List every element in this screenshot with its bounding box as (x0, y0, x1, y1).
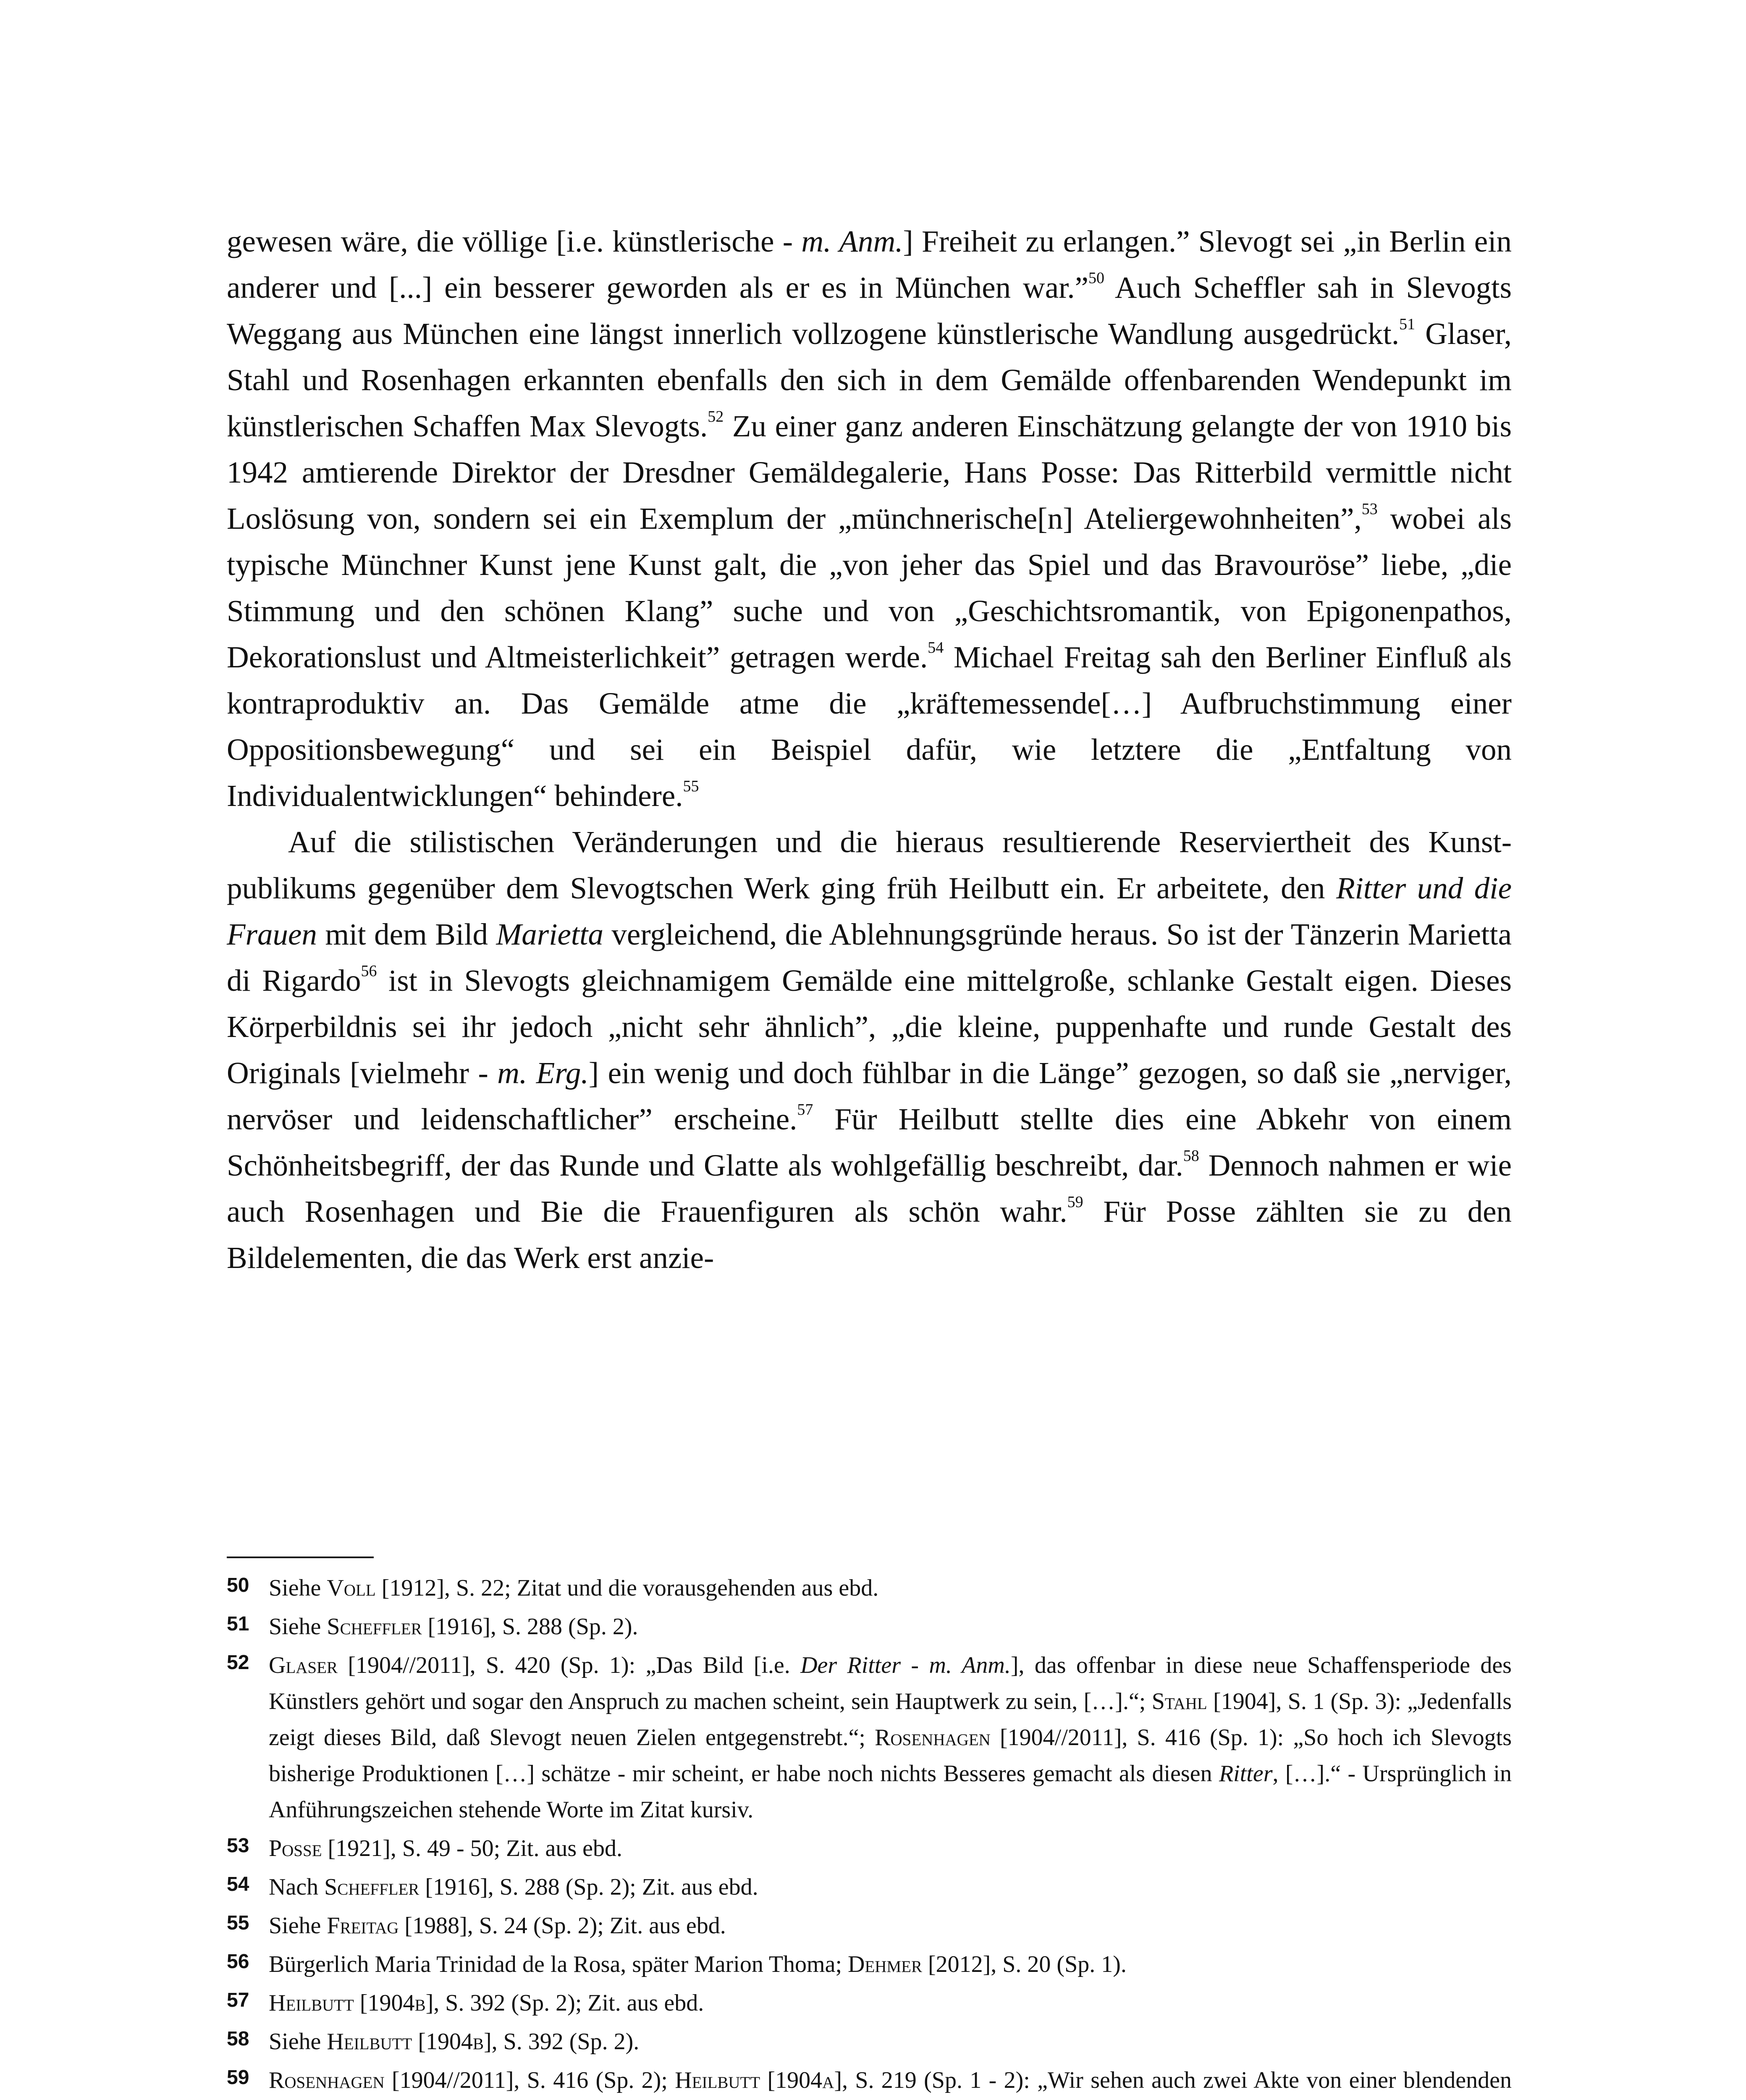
footnote-ref-51[interactable]: 51 (1399, 315, 1416, 333)
author-name: Scheffler (327, 1614, 422, 1640)
author-name: Rosenhagen (875, 1725, 991, 1751)
footnote-ref-55[interactable]: 55 (683, 777, 699, 795)
footnote-text: Heilbutt [1904b], S. 392 (Sp. 2); Zit. aus ebd. (269, 1990, 704, 2016)
footnote-ref-50[interactable]: 50 (1088, 269, 1105, 287)
text-run: wobei als typische Münchner Kunst jene Kunst galt, die „von jeher das Spiel und das Bravouröse” liebe, „die Stimmung und den schönen Klang” suche und von „Geschichtsromantik, von Epigonenpathos, Dekorationslust und Altmeisterlichkeit” getragen werde. (227, 501, 1512, 674)
footnote-number: 52 (227, 1651, 249, 1674)
footnote-number: 55 (227, 1912, 249, 1934)
footnote-number: 58 (227, 2028, 249, 2050)
footnote-number: 59 (227, 2066, 249, 2089)
footnote-ref-57[interactable]: 57 (797, 1100, 813, 1118)
author-name: Heilbutt (327, 2029, 412, 2055)
italic-run: Marietta (496, 917, 603, 951)
footnote-58 (227, 2024, 1512, 2060)
footnote-ref-56[interactable]: 56 (361, 962, 377, 980)
author-name: Voll (327, 1575, 376, 1601)
footnote-51 (227, 1609, 1512, 1645)
italic-run: Der Ritter - m. Anm. (800, 1652, 1011, 1678)
author-name: Freitag (327, 1913, 399, 1939)
text-run: Dennoch nahmen er wie auch Rosenhagen und Bie die Frauenfiguren als schön wahr. (227, 1148, 1512, 1228)
footnote-number: 51 (227, 1613, 249, 1635)
text-run: Zu einer ganz anderen Einschätzung gelangte der von 1910 bis 1942 amtierende Direktor der Dresdner Gemäldegalerie, Hans Posse: Das Ritterbild vermittle nicht Loslösung von, sondern sei ein Exemplum der „münchnerische[n] Ateliergewohnheiten”, (227, 409, 1512, 536)
footnote-50 (227, 1570, 1512, 1606)
paragraph-1 (227, 218, 1512, 819)
text-run: gewesen wäre, die völlige [i.e. künstlerische - (227, 224, 802, 258)
italic-run: m. Anm. (801, 224, 903, 258)
footnote-number: 50 (227, 1574, 249, 1596)
footnote-55 (227, 1908, 1512, 1944)
footnote-text: Nach Scheffler [1916], S. 288 (Sp. 2); Zit. aus ebd. (269, 1874, 758, 1900)
text-run: Für Heilbutt stellte dies eine Abkehr von einem Schönheitsbegriff, der das Runde und Glatte als wohlgefällig beschreibt, dar. (227, 1102, 1512, 1182)
text-run: Glaser, Stahl und Rosenhagen erkannten ebenfalls den sich in dem Gemälde offenbarenden Wendepunkt im künstlerischen Schaffen Max Slevogts. (227, 317, 1512, 443)
text-run: ] ein wenig und doch fühlbar in die Länge” gezogen, so daß sie „nerviger, nervöser und leidenschaftlicher” erscheine. (227, 1056, 1512, 1136)
footnote-number: 56 (227, 1950, 249, 1973)
text-run: Für Posse zählten sie zu den Bildelementen, die das Werk erst anzie- (227, 1194, 1512, 1275)
footnote-59 (227, 2062, 1512, 2100)
footnote-text: Siehe Freitag [1988], S. 24 (Sp. 2); Zit. aus ebd. (269, 1913, 726, 1939)
footnote-ref-58[interactable]: 58 (1183, 1147, 1199, 1165)
main-text (227, 218, 1512, 1281)
footnote-text: Bürgerlich Maria Trinidad de la Rosa, später Marion Thoma; Dehmer [2012], S. 20 (Sp. 1). (269, 1951, 1127, 1977)
footnotes (227, 1570, 1512, 2100)
page-body (227, 218, 1512, 1281)
paragraph-2 (227, 819, 1512, 1281)
footnote-52 (227, 1647, 1512, 1828)
footnote-53 (227, 1830, 1512, 1866)
footnote-number: 54 (227, 1873, 249, 1895)
footnote-text: Glaser [1904//2011], S. 420 (Sp. 1): „Das Bild [i.e. Der Ritter - m. Anm.], das offenbar in diese neue Schaffensperiode des Künstlers gehört und sogar den Anspruch zu machen scheint, sein Hauptwerk zu sein, […].“; Stahl [1904], S. 1 (Sp. 3): „Jedenfalls zeigt dieses Bild, daß Slevogt neuen Zielen entgegenstrebt.“; Rosenhagen [1904//2011], S. 416 (Sp. 1): „So hoch ich Slevogts bisherige Produktionen […] schätze - mir scheint, er habe noch nichts Besseres gemacht als diesen Ritter, […].“ - Ursprünglich in Anführungszeichen stehende Worte im Zitat kursiv. (269, 1652, 1512, 1823)
author-name: Heilbutt (675, 2067, 760, 2093)
text-run: Auf die stilistischen Veränderungen und die hieraus resultierende Reserviertheit des Kunstpublikums gegenüber dem Slevogtschen Werk ging früh Heilbutt ein. Er arbeitete, den (227, 825, 1512, 905)
footnote-ref-54[interactable]: 54 (928, 638, 944, 656)
footnote-57 (227, 1985, 1512, 2021)
footnote-ref-59[interactable]: 59 (1067, 1193, 1083, 1211)
author-name: Rosenhagen (269, 2067, 385, 2093)
author-name: Glaser (269, 1652, 338, 1678)
footnote-text: Rosenhagen [1904//2011], S. 416 (Sp. 2); Heilbutt [1904a], S. 219 (Sp. 1 - 2): „Wir sehen auch zwei Akte von einer blendenden (269, 2067, 1512, 2093)
footnote-56 (227, 1946, 1512, 1982)
text-run: ] Freiheit zu erlangen.” Slevogt sei „in Berlin ein anderer und [...] ein besserer geworden als er es in München war.” (227, 224, 1512, 304)
footnote-separator (227, 1557, 374, 1558)
footnote-text: Siehe Heilbutt [1904b], S. 392 (Sp. 2). (269, 2029, 640, 2055)
italic-run: Ritter (1219, 1761, 1273, 1787)
author-name: Scheffler (324, 1874, 419, 1900)
author-name: Dehmer (848, 1951, 922, 1977)
footnote-number: 53 (227, 1835, 249, 1857)
footnote-ref-53[interactable]: 53 (1361, 500, 1378, 518)
footnote-54 (227, 1869, 1512, 1905)
footnote-text: Siehe Voll [1912], S. 22; Zitat und die vorausgehenden aus ebd. (269, 1575, 879, 1601)
author-name: Stahl (1151, 1688, 1207, 1714)
text-run: vergleichend, die Ablehnungsgründe heraus. So ist der Tänzerin Marietta di Rigardo (227, 917, 1512, 998)
footnote-text: Posse [1921], S. 49 - 50; Zit. aus ebd. (269, 1835, 622, 1861)
footnote-number: 57 (227, 1989, 249, 2011)
footnote-text: Siehe Scheffler [1916], S. 288 (Sp. 2). (269, 1614, 638, 1640)
text-run: Auch Scheffler sah in Slevogts Weggang aus München eine längst innerlich vollzogene künstlerische Wandlung ausgedrückt. (227, 270, 1512, 351)
text-run: Michael Freitag sah den Berliner Einfluß als kontraproduktiv an. Das Gemälde atme die „kräftemessende[…] Aufbruchstimmung einer Oppositionsbewegung“ und sei ein Beispiel dafür, wie letztere die „Entfaltung von Individualentwicklungen“ behindere. (227, 640, 1512, 813)
text-run: ist in Slevogts gleichnamigem Gemälde eine mittelgroße, schlanke Gestalt eigen. Dieses Körperbildnis sei ihr jedoch „nicht sehr ähnlich”, „die kleine, puppenhafte und runde Gestalt des Originals [vielmehr - (227, 963, 1512, 1090)
italic-run: Ritter und die Frauen (227, 871, 1512, 951)
footnote-ref-52[interactable]: 52 (708, 407, 724, 425)
author-name: Posse (269, 1835, 322, 1861)
italic-run: m. Erg. (497, 1056, 589, 1090)
author-name: Heilbutt (269, 1990, 354, 2016)
text-run: mit dem Bild (317, 917, 496, 951)
